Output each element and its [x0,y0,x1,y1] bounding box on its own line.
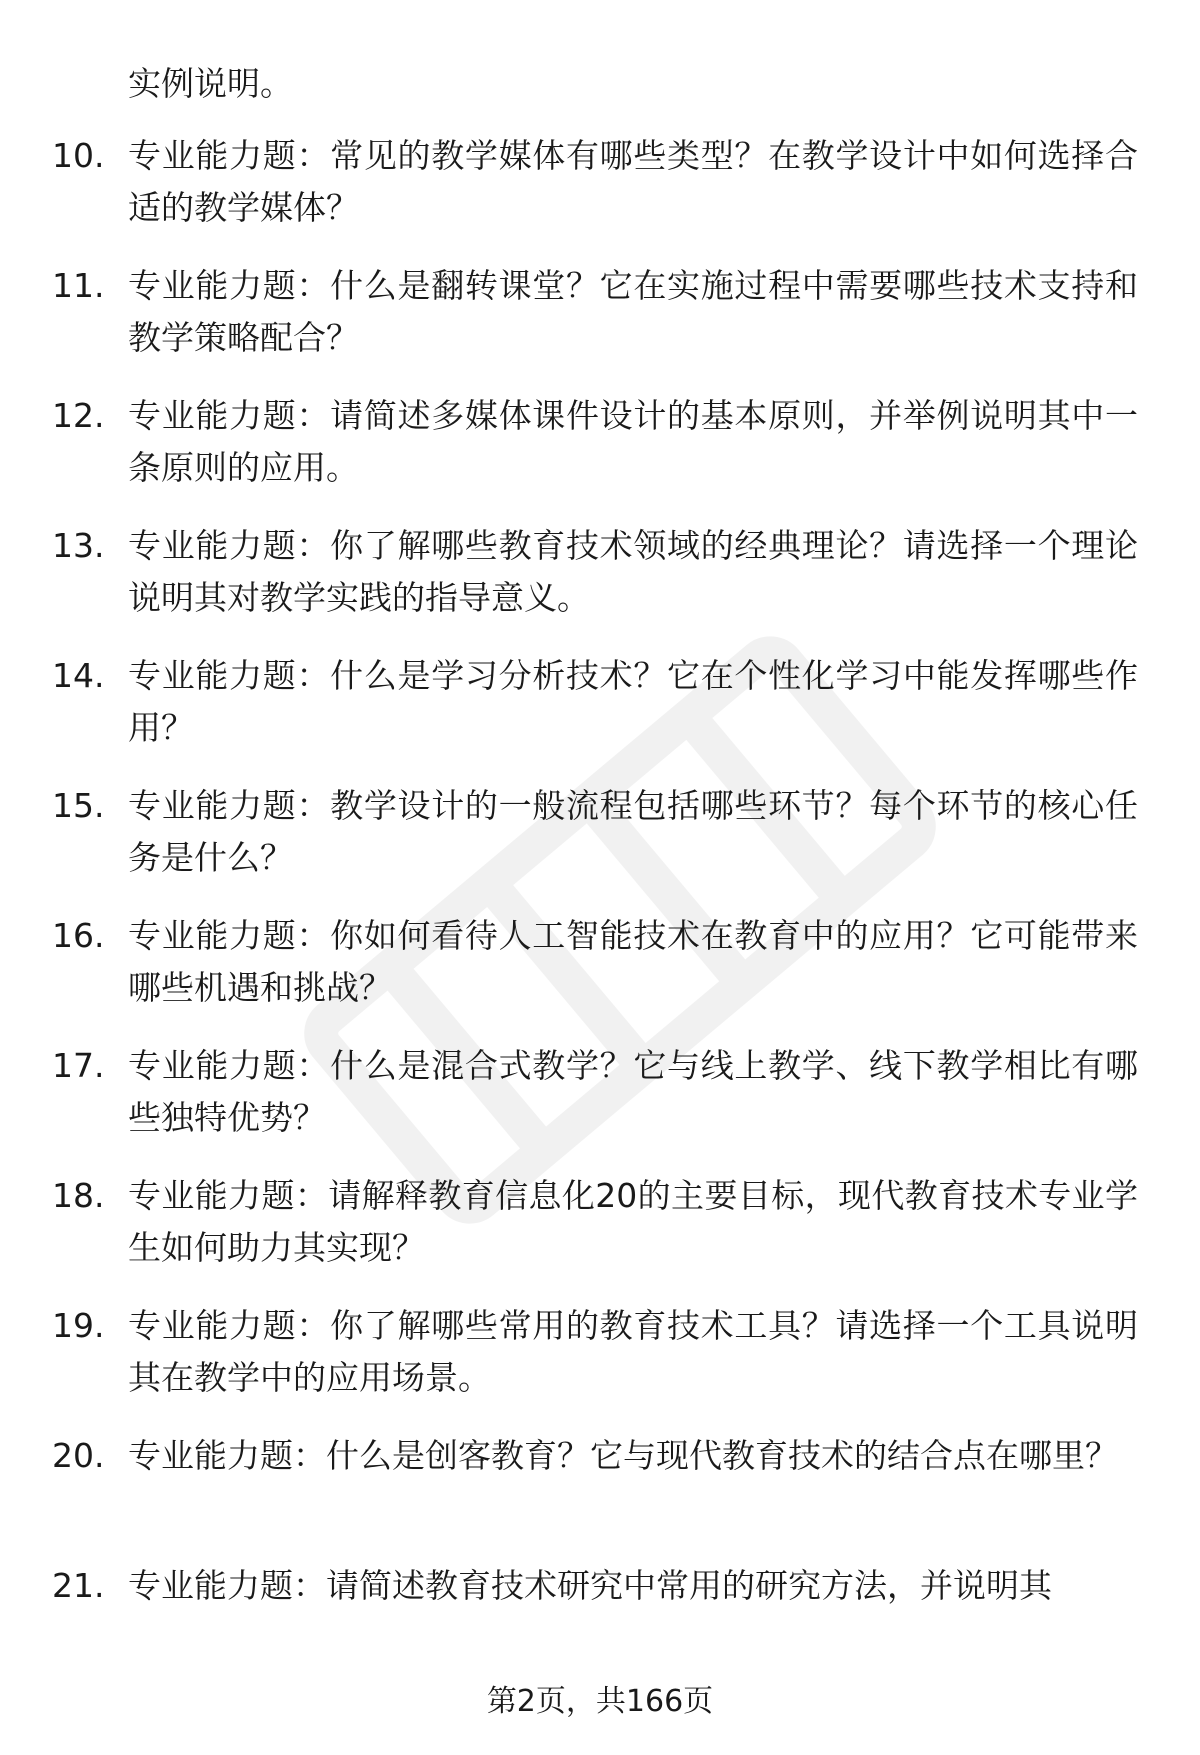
page-footer: 第2页，共166页 [486,1684,714,1719]
question-text: 专业能力题：什么是翻转课堂？它在实施过程中需要哪些技术支持和教学策略配合？ [128,266,1138,357]
question-item [0,1300,1200,1430]
question-item [0,260,1200,390]
question-number: 11. [52,266,105,305]
question-item [0,520,1200,650]
question-item [0,1170,1200,1300]
question-text: 专业能力题：请简述教育技术研究中常用的研究方法，并说明其 [128,1566,1052,1605]
question-number: 19. [52,1306,105,1345]
question-number: 20. [52,1436,105,1475]
question-number: 10. [52,136,105,175]
question-text: 专业能力题：常见的教学媒体有哪些类型？在教学设计中如何选择合适的教学媒体？ [128,136,1138,227]
question-number: 21. [52,1566,105,1605]
question-item [0,650,1200,780]
question-text: 专业能力题：什么是创客教育？它与现代教育技术的结合点在哪里？ [128,1436,1118,1475]
question-text: 专业能力题：教学设计的一般流程包括哪些环节？每个环节的核心任务是什么？ [128,786,1138,877]
question-item [0,1560,1200,1690]
question-text: 专业能力题：什么是混合式教学？它与线上教学、线下教学相比有哪些独特优势？ [128,1046,1138,1137]
continuation-text: 实例说明。 [128,64,293,103]
question-item [0,1040,1200,1170]
question-text: 专业能力题：你如何看待人工智能技术在教育中的应用？它可能带来哪些机遇和挑战？ [128,916,1138,1007]
question-number: 17. [52,1046,105,1085]
question-item [0,910,1200,1040]
question-item [0,780,1200,910]
question-number: 13. [52,526,105,565]
question-text: 专业能力题：什么是学习分析技术？它在个性化学习中能发挥哪些作用？ [128,656,1138,747]
question-number: 15. [52,786,105,825]
question-number: 14. [52,656,105,695]
question-number: 16. [52,916,105,955]
question-text: 专业能力题：你了解哪些常用的教育技术工具？请选择一个工具说明其在教学中的应用场景。 [128,1306,1138,1397]
question-number: 12. [52,396,105,435]
question-text: 专业能力题：请简述多媒体课件设计的基本原则，并举例说明其中一条原则的应用。 [128,396,1138,487]
question-list [0,130,1200,1690]
question-item [0,390,1200,520]
question-item [0,1430,1200,1560]
question-text: 专业能力题：你了解哪些教育技术领域的经典理论？请选择一个理论说明其对教学实践的指导意义。 [128,526,1138,617]
question-number: 18. [52,1176,105,1215]
question-text: 专业能力题：请解释教育信息化20的主要目标，现代教育技术专业学生如何助力其实现？ [128,1176,1138,1267]
question-item [0,130,1200,260]
